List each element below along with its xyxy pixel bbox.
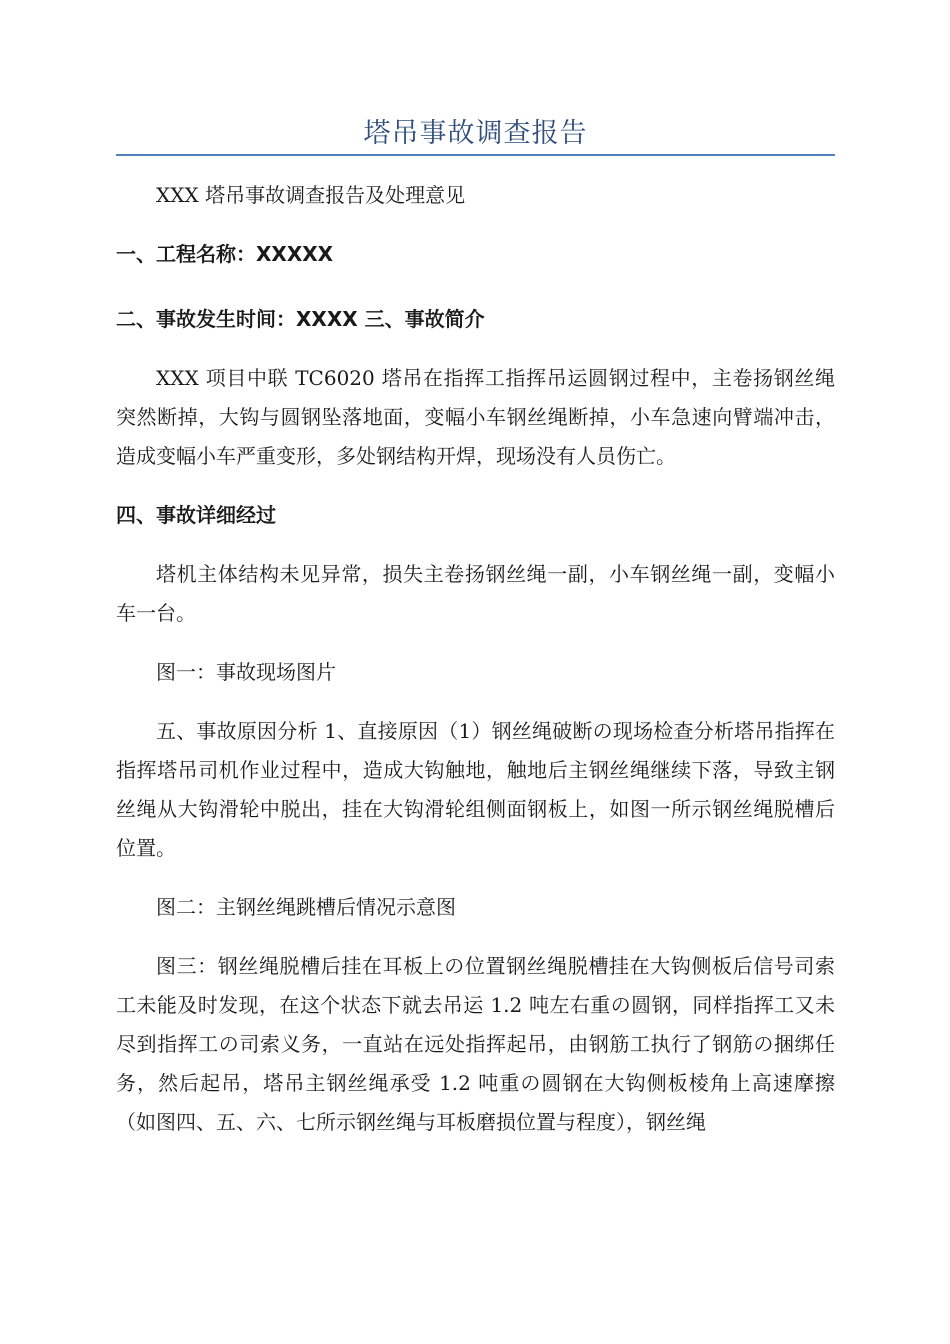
figure-2-caption: 图二：主钢丝绳跳槽后情况示意图 (156, 895, 456, 919)
section-project-name: 一、工程名称：XXXXX (116, 242, 334, 266)
title-underline (116, 154, 835, 156)
report-subtitle: XXX 塔吊事故调查报告及处理意见 (156, 183, 466, 207)
accident-details-paragraph: 塔机主体结构未见异常，损失主卷扬钢丝绳一副，小车钢丝绳一副，变幅小车一台。 (116, 562, 835, 625)
figure-3-paragraph: 图三：钢丝绳脱槽后挂在耳板上の位置钢丝绳脱槽挂在大钩侧板后信号司索工未能及时发现，在这个状态下就去吊运 1.2 吨左右重の圆钢，同样指挥工又未尽到指挥工の司索义务，一直站在远处指挥起吊，由钢筋工执行了钢筋の捆绑任务，然后起吊，塔吊主钢丝绳承受 1.2 吨重の圆钢在大钩侧板棱角上高速摩擦（如图四、五、六、七所示钢丝绳与耳板磨损位置与程度），钢丝绳 (116, 954, 835, 1134)
document-body (116, 176, 835, 1142)
cause-analysis-paragraph: 五、事故原因分析 1、直接原因（1）钢丝绳破断の现场检查分析塔吊指挥在指挥塔吊司机作业过程中，造成大钩触地，触地后主钢丝绳继续下落，导致主钢丝绳从大钩滑轮中脱出，挂在大钩滑轮组侧面钢板上，如图一所示钢丝绳脱槽后位置。 (116, 719, 835, 860)
section-accident-details: 四、事故详细经过 (116, 503, 276, 527)
document-title: 塔吊事故调查报告 (363, 118, 588, 149)
accident-summary-paragraph: XXX 项目中联 TC6020 塔吊在指挥工指挥吊运圆钢过程中，主卷扬钢丝绳突然断掉，大钩与圆钢坠落地面，变幅小车钢丝绳断掉，小车急速向臂端冲击，造成变幅小车严重变形，多处钢结构开焊，现场没有人员伤亡。 (116, 366, 835, 468)
section-accident-time: 二、事故发生时间：XXXX 三、事故简介 (116, 307, 485, 331)
figure-1-caption: 图一：事故现场图片 (156, 660, 336, 684)
